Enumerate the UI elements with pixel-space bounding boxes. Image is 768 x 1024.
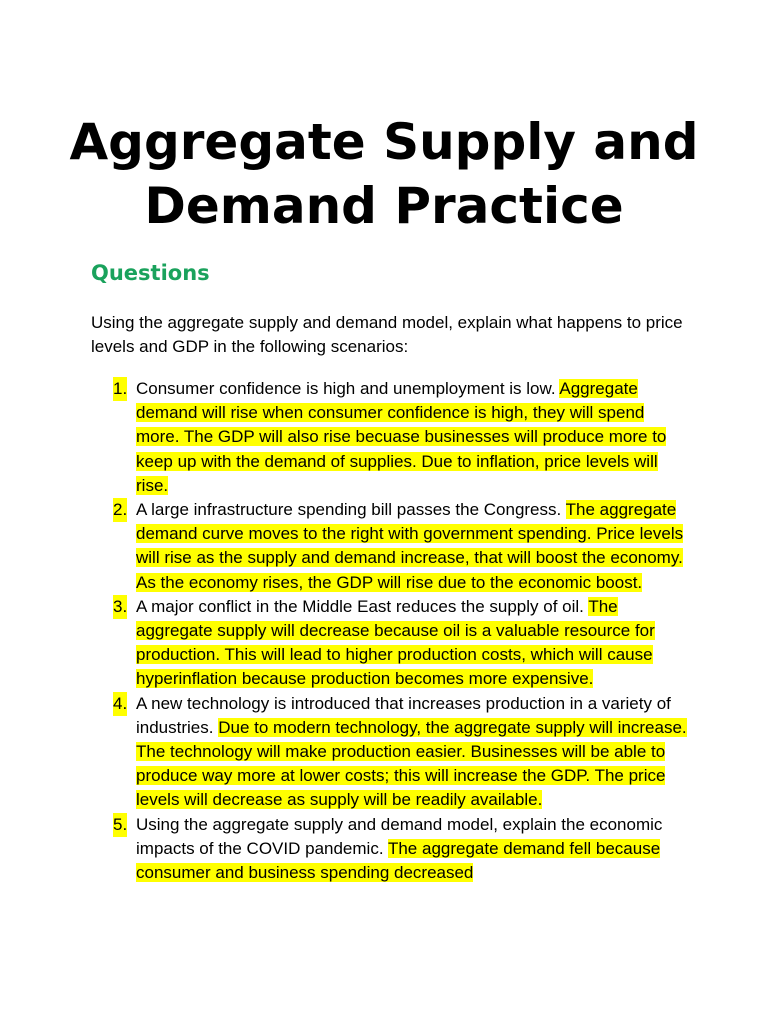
question-prompt: A new technology is introduced that increases production in a variety of industries.: [136, 693, 671, 737]
highlighted-answer: The aggregate demand fell because consumer and business spending decreased: [136, 838, 661, 883]
section-heading-questions: Questions: [91, 261, 210, 285]
question-item-3: [91, 595, 691, 692]
highlighted-answer: Due to modern technology, the aggregate supply will increase. The technology will make production easier. Businesses will be able to produce way more at lower costs; this will increase the GDP. The price levels will decrease as supply will be readily available.: [136, 717, 687, 810]
question-prompt: A large infrastructure spending bill passes the Congress.: [136, 500, 562, 520]
question-item-5: [91, 813, 691, 886]
highlighted-answer: The aggregate supply will decrease because oil is a valuable resource for production. This will lead to higher production costs, which will cause hyperinflation because production becomes more expensive.: [136, 596, 655, 689]
question-prompt: A major conflict in the Middle East reduces the supply of oil.: [136, 596, 584, 616]
question-number: 4.: [113, 692, 127, 716]
question-number: 1.: [113, 377, 127, 401]
question-item-4: [91, 692, 691, 813]
question-item-1: [91, 377, 691, 498]
intro-paragraph: Using the aggregate supply and demand model, explain what happens to price levels and GDP in the following scenarios:: [91, 313, 683, 356]
highlighted-answer: The aggregate demand curve moves to the right with government spending. Price levels will rise as the supply and demand increase, that will boost the economy. As the economy rises, the GDP will rise due to the economic boost.: [136, 500, 684, 592]
question-number: 5.: [113, 813, 127, 837]
questions-list: [91, 377, 691, 885]
highlighted-answer: Aggregate demand will rise when consumer confidence is high, they will spend more. The GDP will also rise becuase businesses will produce more to keep up with the demand of supplies. Due to inflation, price levels will rise.: [136, 379, 667, 495]
question-prompt: Using the aggregate supply and demand model, explain the economic impacts of the COVID pandemic.: [136, 814, 663, 858]
page-title: Aggregate Supply and Demand Practice: [69, 113, 699, 235]
question-prompt: Consumer confidence is high and unemployment is low.: [136, 379, 556, 398]
question-item-2: [91, 498, 691, 595]
question-number: 3.: [113, 595, 127, 619]
question-number: 2.: [113, 498, 127, 522]
